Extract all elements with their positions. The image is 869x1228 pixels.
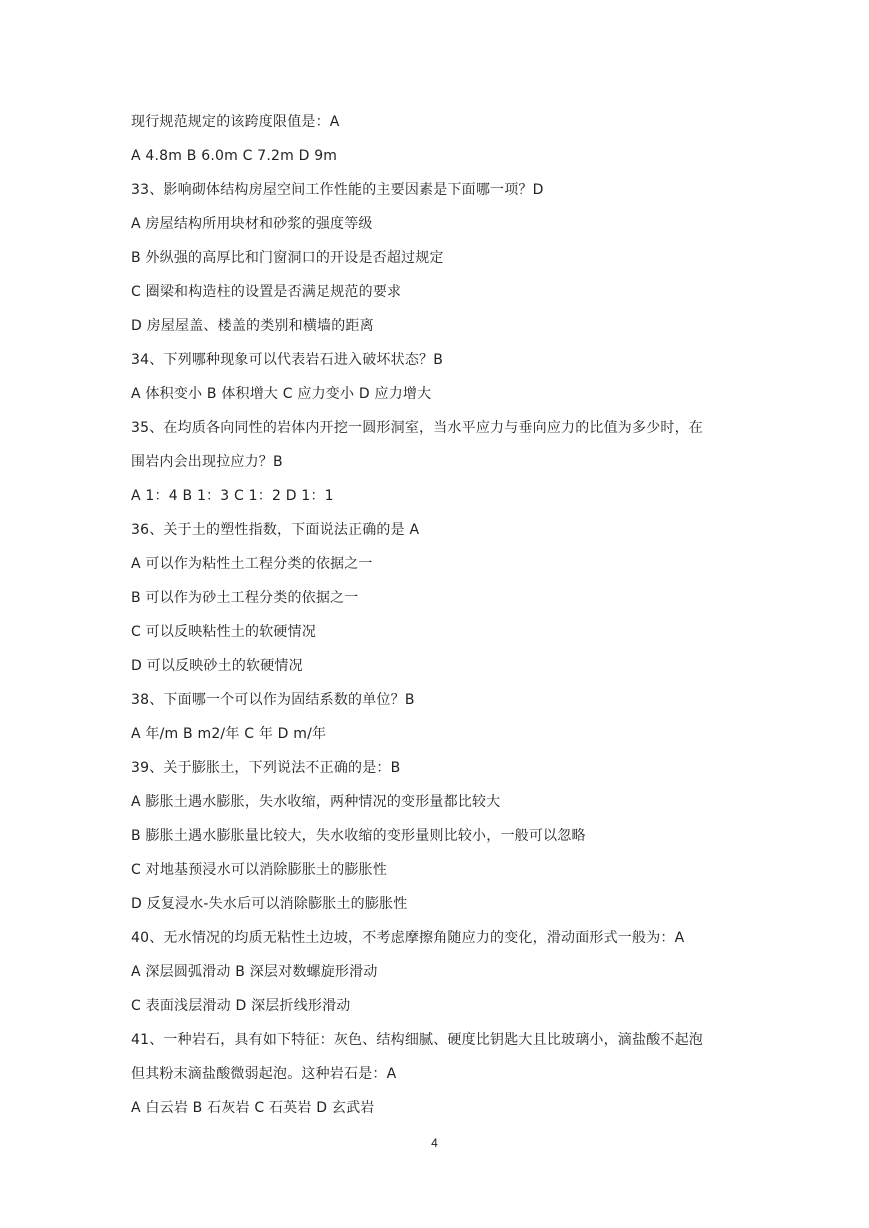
option-line: B 膨胀土遇水膨胀量比较大，失水收缩的变形量则比较小，一般可以忽略 [131, 828, 586, 844]
option-line: C 表面浅层滑动 D 深层折线形滑动 [131, 998, 351, 1014]
text-line: 现行规范规定的该跨度限值是：A [131, 114, 340, 130]
question-line: 围岩内会出现拉应力？B [131, 454, 283, 470]
page-number: 4 [431, 1136, 438, 1150]
option-line: B 可以作为砂土工程分类的依据之一 [131, 590, 359, 606]
option-line: A 可以作为粘性土工程分类的依据之一 [131, 556, 373, 572]
question-line: 34、下列哪种现象可以代表岩石进入破坏状态？B [131, 352, 444, 368]
option-line: A 白云岩 B 石灰岩 C 石英岩 D 玄武岩 [131, 1100, 375, 1116]
option-line: A 膨胀土遇水膨胀，失水收缩，两种情况的变形量都比较大 [131, 794, 501, 810]
option-line: D 反复浸水-失水后可以消除膨胀土的膨胀性 [131, 896, 408, 912]
question-line: 35、在均质各向同性的岩体内开挖一圆形洞室，当水平应力与垂向应力的比值为多少时，在 [131, 420, 704, 436]
option-line: A 深层圆弧滑动 B 深层对数螺旋形滑动 [131, 964, 378, 980]
question-line: 41、一种岩石，具有如下特征：灰色、结构细腻、硬度比钥匙大且比玻璃小，滴盐酸不起泡 [131, 1032, 704, 1048]
option-line: C 对地基预浸水可以消除膨胀土的膨胀性 [131, 862, 388, 878]
option-line: C 圈梁和构造柱的设置是否满足规范的要求 [131, 284, 402, 300]
option-line: D 可以反映砂土的软硬情况 [131, 658, 303, 674]
option-line: A 房屋结构所用块材和砂浆的强度等级 [131, 216, 373, 232]
option-line: A 体积变小 B 体积增大 C 应力变小 D 应力增大 [131, 386, 432, 402]
question-line: 33、影响砌体结构房屋空间工作性能的主要因素是下面哪一项？D [131, 182, 544, 198]
question-line: 39、关于膨胀土，下列说法不正确的是：B [131, 760, 401, 776]
option-line: C 可以反映粘性土的软硬情况 [131, 624, 317, 640]
option-line: B 外纵强的高厚比和门窗洞口的开设是否超过规定 [131, 250, 444, 266]
question-line: 38、下面哪一个可以作为固结系数的单位？B [131, 692, 415, 708]
question-line: 但其粉末滴盐酸微弱起泡。这种岩石是：A [131, 1066, 397, 1082]
option-line: D 房屋屋盖、楼盖的类别和横墙的距离 [131, 318, 374, 334]
option-line: A 年/m B m2/年 C 年 D m/年 [131, 726, 327, 742]
question-line: 40、无水情况的均质无粘性土边坡，不考虑摩擦角随应力的变化，滑动面形式一般为：A [131, 930, 685, 946]
document-body [131, 109, 771, 1129]
option-line: A 1：4 B 1：3 C 1：2 D 1：1 [131, 488, 334, 504]
question-line: 36、关于土的塑性指数，下面说法正确的是 A [131, 522, 420, 538]
text-line: A 4.8m B 6.0m C 7.2m D 9m [131, 148, 338, 164]
